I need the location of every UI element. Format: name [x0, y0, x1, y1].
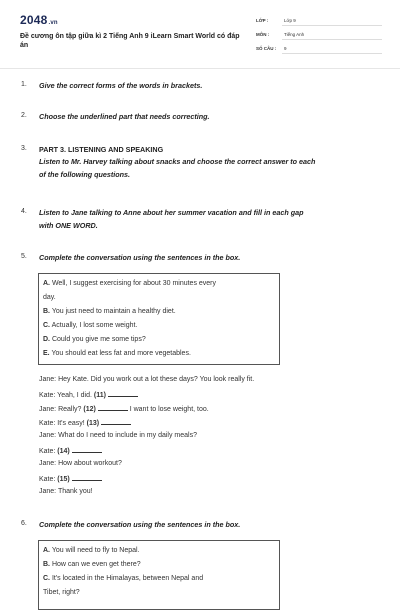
dialogue-line: Kate: (15)	[39, 474, 102, 483]
subject-value: Tiếng Anh	[284, 32, 305, 37]
dialogue-line: Kate: (14)	[39, 446, 102, 455]
dialogue-line: Jane: Really? (12) I want to lose weight, too.	[39, 406, 209, 413]
question-count-label: SỐ CÂU :	[256, 46, 277, 51]
box-option: E. You should eat less fat and more vegetables.	[43, 350, 191, 357]
box-option: A. Well, I suggest exercising for about 30 minutes every	[43, 280, 217, 287]
answer-blank[interactable]	[108, 390, 138, 397]
answer-blank[interactable]	[98, 404, 128, 411]
box-option: B. You just need to maintain a healthy diet.	[43, 308, 176, 315]
dialogue-line: Kate: Yeah, I did. (11)	[39, 390, 138, 399]
box-option: A. You will need to fly to Nepal.	[43, 547, 140, 554]
question-number: 1.	[21, 81, 27, 88]
logo-text: 2048	[20, 13, 48, 27]
logo-suffix: .vn	[48, 20, 58, 26]
class-value: Lớp 9	[284, 18, 296, 23]
site-logo[interactable]	[20, 13, 58, 27]
question-instruction: Complete the conversation using the sentences in the box.	[39, 253, 241, 262]
box-option-continuation: day.	[43, 294, 56, 301]
question-number: 5.	[21, 253, 27, 260]
dialogue-line: Jane: How about workout?	[39, 460, 122, 467]
answer-blank[interactable]	[72, 446, 102, 453]
question-instruction-line: of the following questions.	[39, 170, 131, 179]
dialogue-line: Jane: What do I need to include in my daily meals?	[39, 432, 197, 439]
question-instruction-line: Listen to Mr. Harvey talking about snacks and choose the correct answer to each	[39, 157, 316, 166]
question-count-underline	[282, 53, 382, 54]
class-label: LỚP :	[256, 18, 269, 23]
question-instruction: Choose the underlined part that needs correcting.	[39, 112, 210, 121]
dialogue-line: Jane: Thank you!	[39, 488, 93, 495]
document-title: Đề cương ôn tập giữa kì 2 Tiếng Anh 9 iLearn Smart World có đáp án	[20, 33, 240, 49]
box-option: C. Actually, I lost some weight.	[43, 322, 138, 329]
sentence-box	[38, 273, 280, 365]
question-number: 4.	[21, 208, 27, 215]
subject-underline	[282, 39, 382, 40]
dialogue-line: Kate: It's easy! (13)	[39, 418, 131, 427]
box-option: B. How can we even get there?	[43, 561, 141, 568]
class-underline	[282, 25, 382, 26]
answer-blank[interactable]	[101, 418, 131, 425]
answer-blank[interactable]	[72, 474, 102, 481]
box-option: C. It's located in the Himalayas, between Nepal and	[43, 575, 204, 582]
dialogue-line: Jane: Hey Kate. Did you work out a lot these days? You look really fit.	[39, 376, 255, 383]
question-instruction-line: with ONE WORD.	[39, 221, 98, 230]
question-count-value: 9	[284, 46, 287, 51]
question-number: 6.	[21, 520, 27, 527]
question-instruction: Complete the conversation using the sentences in the box.	[39, 520, 241, 529]
question-instruction: Give the correct forms of the words in brackets.	[39, 81, 203, 90]
box-option-continuation: Tibet, right?	[43, 589, 80, 596]
section-title: PART 3. LISTENING AND SPEAKING	[39, 145, 164, 154]
question-number: 2.	[21, 112, 27, 119]
document-header	[0, 0, 400, 66]
subject-label: MÔN :	[256, 32, 270, 37]
box-option: D. Could you give me some tips?	[43, 336, 146, 343]
header-divider	[0, 68, 400, 69]
question-instruction-line: Listen to Jane talking to Anne about her summer vacation and fill in each gap	[39, 208, 304, 217]
question-number: 3.	[21, 145, 27, 152]
